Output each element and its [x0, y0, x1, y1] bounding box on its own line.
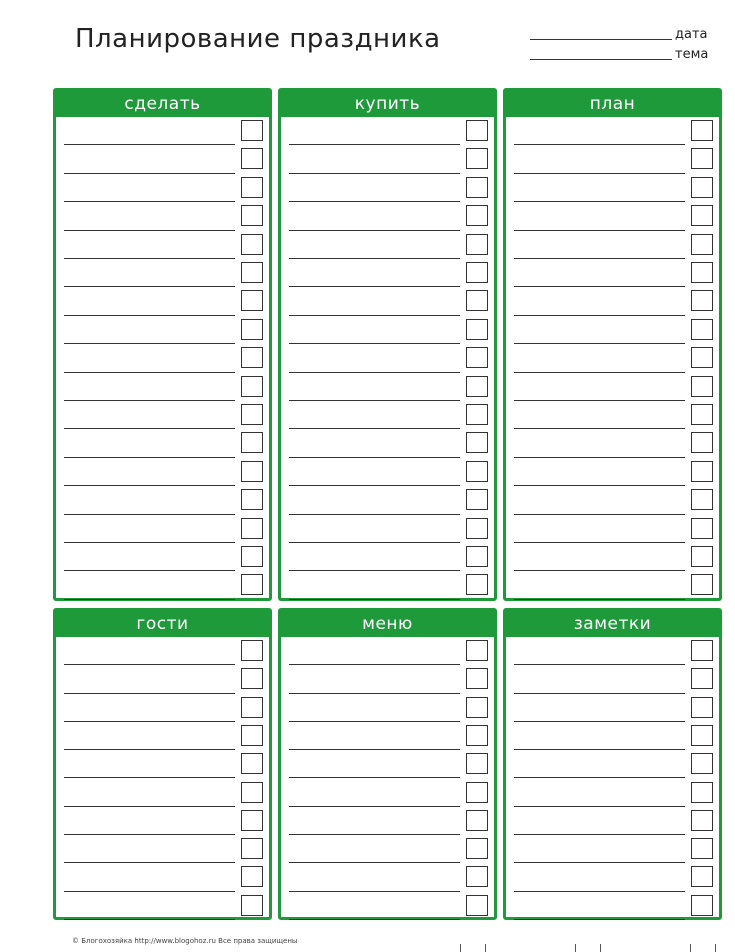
list-item	[281, 401, 494, 429]
list-item	[56, 429, 269, 457]
checkbox[interactable]	[466, 668, 488, 689]
checkbox[interactable]	[466, 177, 488, 198]
checkbox[interactable]	[466, 319, 488, 340]
list-item	[281, 373, 494, 401]
checkbox[interactable]	[466, 290, 488, 311]
list-item	[506, 892, 719, 920]
checkbox[interactable]	[691, 177, 713, 198]
crop-mark	[600, 944, 601, 952]
panel-plan	[503, 88, 722, 601]
write-line[interactable]	[514, 599, 685, 600]
checkbox[interactable]	[691, 461, 713, 482]
list-item	[56, 316, 269, 344]
checkbox[interactable]	[466, 404, 488, 425]
list-item	[56, 231, 269, 259]
checkbox[interactable]	[466, 376, 488, 397]
list-item	[56, 722, 269, 750]
checkbox[interactable]	[466, 546, 488, 567]
list-item	[281, 316, 494, 344]
list-item	[506, 316, 719, 344]
checkbox[interactable]	[241, 404, 263, 425]
checkbox[interactable]	[466, 461, 488, 482]
list-item	[281, 429, 494, 457]
list-item	[281, 722, 494, 750]
list-item	[506, 458, 719, 486]
checkbox[interactable]	[241, 753, 263, 774]
list-item	[281, 694, 494, 722]
checkbox[interactable]	[241, 810, 263, 831]
list-item	[506, 373, 719, 401]
panel-guests-title: гости	[56, 611, 269, 637]
checkbox[interactable]	[241, 376, 263, 397]
checkbox[interactable]	[241, 262, 263, 283]
checkbox[interactable]	[691, 574, 713, 595]
list-item	[56, 401, 269, 429]
checkbox[interactable]	[691, 838, 713, 859]
crop-mark	[715, 944, 716, 952]
list-item	[56, 458, 269, 486]
list-item	[56, 287, 269, 315]
list-item	[506, 486, 719, 514]
list-item	[506, 807, 719, 835]
list-item	[56, 694, 269, 722]
list-item	[281, 750, 494, 778]
checkbox[interactable]	[466, 518, 488, 539]
panel-buy	[278, 88, 497, 601]
date-label: дата	[675, 27, 708, 42]
checkbox[interactable]	[466, 838, 488, 859]
checkbox[interactable]	[691, 725, 713, 746]
crop-mark	[690, 944, 691, 952]
checkbox[interactable]	[466, 234, 488, 255]
list-item	[56, 863, 269, 891]
checkbox[interactable]	[691, 432, 713, 453]
checkbox[interactable]	[241, 866, 263, 887]
list-item	[56, 807, 269, 835]
list-item	[281, 863, 494, 891]
crop-marks	[460, 944, 720, 952]
list-item	[56, 750, 269, 778]
write-line[interactable]	[289, 919, 460, 920]
checkbox[interactable]	[691, 753, 713, 774]
page-title: Планирование праздника	[75, 24, 441, 54]
checkbox[interactable]	[691, 546, 713, 567]
list-item	[506, 231, 719, 259]
list-item	[281, 892, 494, 920]
panel-menu-title: меню	[281, 611, 494, 637]
checkbox[interactable]	[241, 838, 263, 859]
checkbox[interactable]	[691, 782, 713, 803]
checkbox[interactable]	[466, 347, 488, 368]
checkbox[interactable]	[241, 148, 263, 169]
list-item	[506, 637, 719, 665]
list-item	[56, 637, 269, 665]
checkbox[interactable]	[691, 518, 713, 539]
checkbox[interactable]	[241, 205, 263, 226]
list-item	[56, 665, 269, 693]
list-item	[281, 543, 494, 571]
list-item	[281, 486, 494, 514]
list-item	[506, 722, 719, 750]
checkbox[interactable]	[466, 725, 488, 746]
panel-plan-title: план	[506, 91, 719, 117]
crop-mark	[575, 944, 576, 952]
list-item	[56, 543, 269, 571]
theme-label: тема	[675, 47, 709, 62]
list-item	[506, 571, 719, 599]
list-item	[506, 259, 719, 287]
checkbox[interactable]	[466, 697, 488, 718]
checkbox[interactable]	[241, 574, 263, 595]
panel-buy-rows	[281, 117, 494, 601]
checkbox[interactable]	[466, 640, 488, 661]
checkbox[interactable]	[691, 489, 713, 510]
checkbox[interactable]	[466, 205, 488, 226]
list-item	[56, 486, 269, 514]
checkbox[interactable]	[691, 347, 713, 368]
checkbox[interactable]	[691, 404, 713, 425]
panel-guests	[53, 608, 272, 920]
list-item	[56, 515, 269, 543]
list-item	[281, 202, 494, 230]
list-item	[56, 174, 269, 202]
checkbox[interactable]	[466, 895, 488, 916]
list-item	[506, 543, 719, 571]
crop-mark	[485, 944, 486, 952]
list-item	[281, 779, 494, 807]
panel-buy-title: купить	[281, 91, 494, 117]
panel-menu-rows	[281, 637, 494, 920]
checkbox[interactable]	[241, 319, 263, 340]
list-item	[281, 637, 494, 665]
checkbox[interactable]	[466, 753, 488, 774]
checkbox[interactable]	[691, 866, 713, 887]
list-item	[506, 429, 719, 457]
checkbox[interactable]	[691, 640, 713, 661]
list-item	[56, 117, 269, 145]
panel-menu	[278, 608, 497, 920]
list-item	[506, 779, 719, 807]
checkbox[interactable]	[241, 461, 263, 482]
checkbox[interactable]	[691, 697, 713, 718]
checkbox[interactable]	[241, 489, 263, 510]
checkbox[interactable]	[466, 810, 488, 831]
write-line[interactable]	[64, 919, 235, 920]
panel-notes	[503, 608, 722, 920]
checkbox[interactable]	[466, 262, 488, 283]
list-item	[56, 892, 269, 920]
write-line[interactable]	[514, 919, 685, 920]
date-field	[530, 24, 720, 42]
list-item	[506, 117, 719, 145]
list-item	[506, 835, 719, 863]
theme-field	[530, 44, 720, 62]
checkbox[interactable]	[241, 518, 263, 539]
checkbox[interactable]	[691, 376, 713, 397]
list-item	[281, 231, 494, 259]
checkbox[interactable]	[241, 432, 263, 453]
list-item	[281, 665, 494, 693]
list-item	[506, 750, 719, 778]
panel-todo	[53, 88, 272, 601]
list-item	[506, 665, 719, 693]
list-item	[56, 835, 269, 863]
checkbox[interactable]	[241, 120, 263, 141]
list-item	[506, 515, 719, 543]
list-item	[506, 287, 719, 315]
copyright-footer: © Блогохозяйка http://www.blogohoz.ru Все права защищены	[72, 937, 298, 945]
panel-plan-rows	[506, 117, 719, 601]
list-item	[281, 571, 494, 599]
checkbox[interactable]	[241, 668, 263, 689]
list-item	[281, 287, 494, 315]
checkbox[interactable]	[241, 546, 263, 567]
list-item	[506, 145, 719, 173]
panel-todo-rows	[56, 117, 269, 601]
list-item	[281, 835, 494, 863]
panel-notes-rows	[506, 637, 719, 920]
list-item	[281, 807, 494, 835]
checkbox[interactable]	[466, 782, 488, 803]
checkbox[interactable]	[241, 725, 263, 746]
checkbox[interactable]	[691, 668, 713, 689]
list-item	[506, 694, 719, 722]
write-line[interactable]	[289, 599, 460, 600]
checkbox[interactable]	[691, 895, 713, 916]
checkbox[interactable]	[691, 290, 713, 311]
checkbox[interactable]	[466, 489, 488, 510]
panel-todo-title: сделать	[56, 91, 269, 117]
checkbox[interactable]	[466, 432, 488, 453]
list-item	[281, 344, 494, 372]
checkbox[interactable]	[466, 148, 488, 169]
checkbox[interactable]	[691, 262, 713, 283]
checkbox[interactable]	[691, 810, 713, 831]
checkbox[interactable]	[466, 866, 488, 887]
list-item	[281, 117, 494, 145]
checkbox[interactable]	[241, 234, 263, 255]
list-item	[56, 259, 269, 287]
checkbox[interactable]	[691, 234, 713, 255]
list-item	[281, 259, 494, 287]
checkbox[interactable]	[241, 640, 263, 661]
list-item	[281, 174, 494, 202]
checkbox[interactable]	[241, 347, 263, 368]
write-line[interactable]	[64, 599, 235, 600]
list-item	[506, 863, 719, 891]
checkbox[interactable]	[241, 697, 263, 718]
list-item	[56, 373, 269, 401]
checkbox[interactable]	[691, 205, 713, 226]
checkbox[interactable]	[241, 290, 263, 311]
checkbox[interactable]	[241, 895, 263, 916]
checkbox[interactable]	[466, 574, 488, 595]
list-item	[506, 401, 719, 429]
checkbox[interactable]	[241, 782, 263, 803]
checkbox[interactable]	[691, 120, 713, 141]
list-item	[56, 571, 269, 599]
list-item	[56, 145, 269, 173]
list-item	[56, 779, 269, 807]
list-item	[56, 202, 269, 230]
checkbox[interactable]	[241, 177, 263, 198]
list-item	[56, 344, 269, 372]
theme-line[interactable]	[530, 59, 672, 60]
list-item	[506, 202, 719, 230]
list-item	[506, 174, 719, 202]
crop-mark	[460, 944, 461, 952]
panel-guests-rows	[56, 637, 269, 920]
list-item	[281, 515, 494, 543]
panel-notes-title: заметки	[506, 611, 719, 637]
list-item	[506, 344, 719, 372]
list-item	[281, 458, 494, 486]
checkbox[interactable]	[466, 120, 488, 141]
checkbox[interactable]	[691, 319, 713, 340]
checkbox[interactable]	[691, 148, 713, 169]
date-line[interactable]	[530, 39, 672, 40]
list-item	[281, 145, 494, 173]
